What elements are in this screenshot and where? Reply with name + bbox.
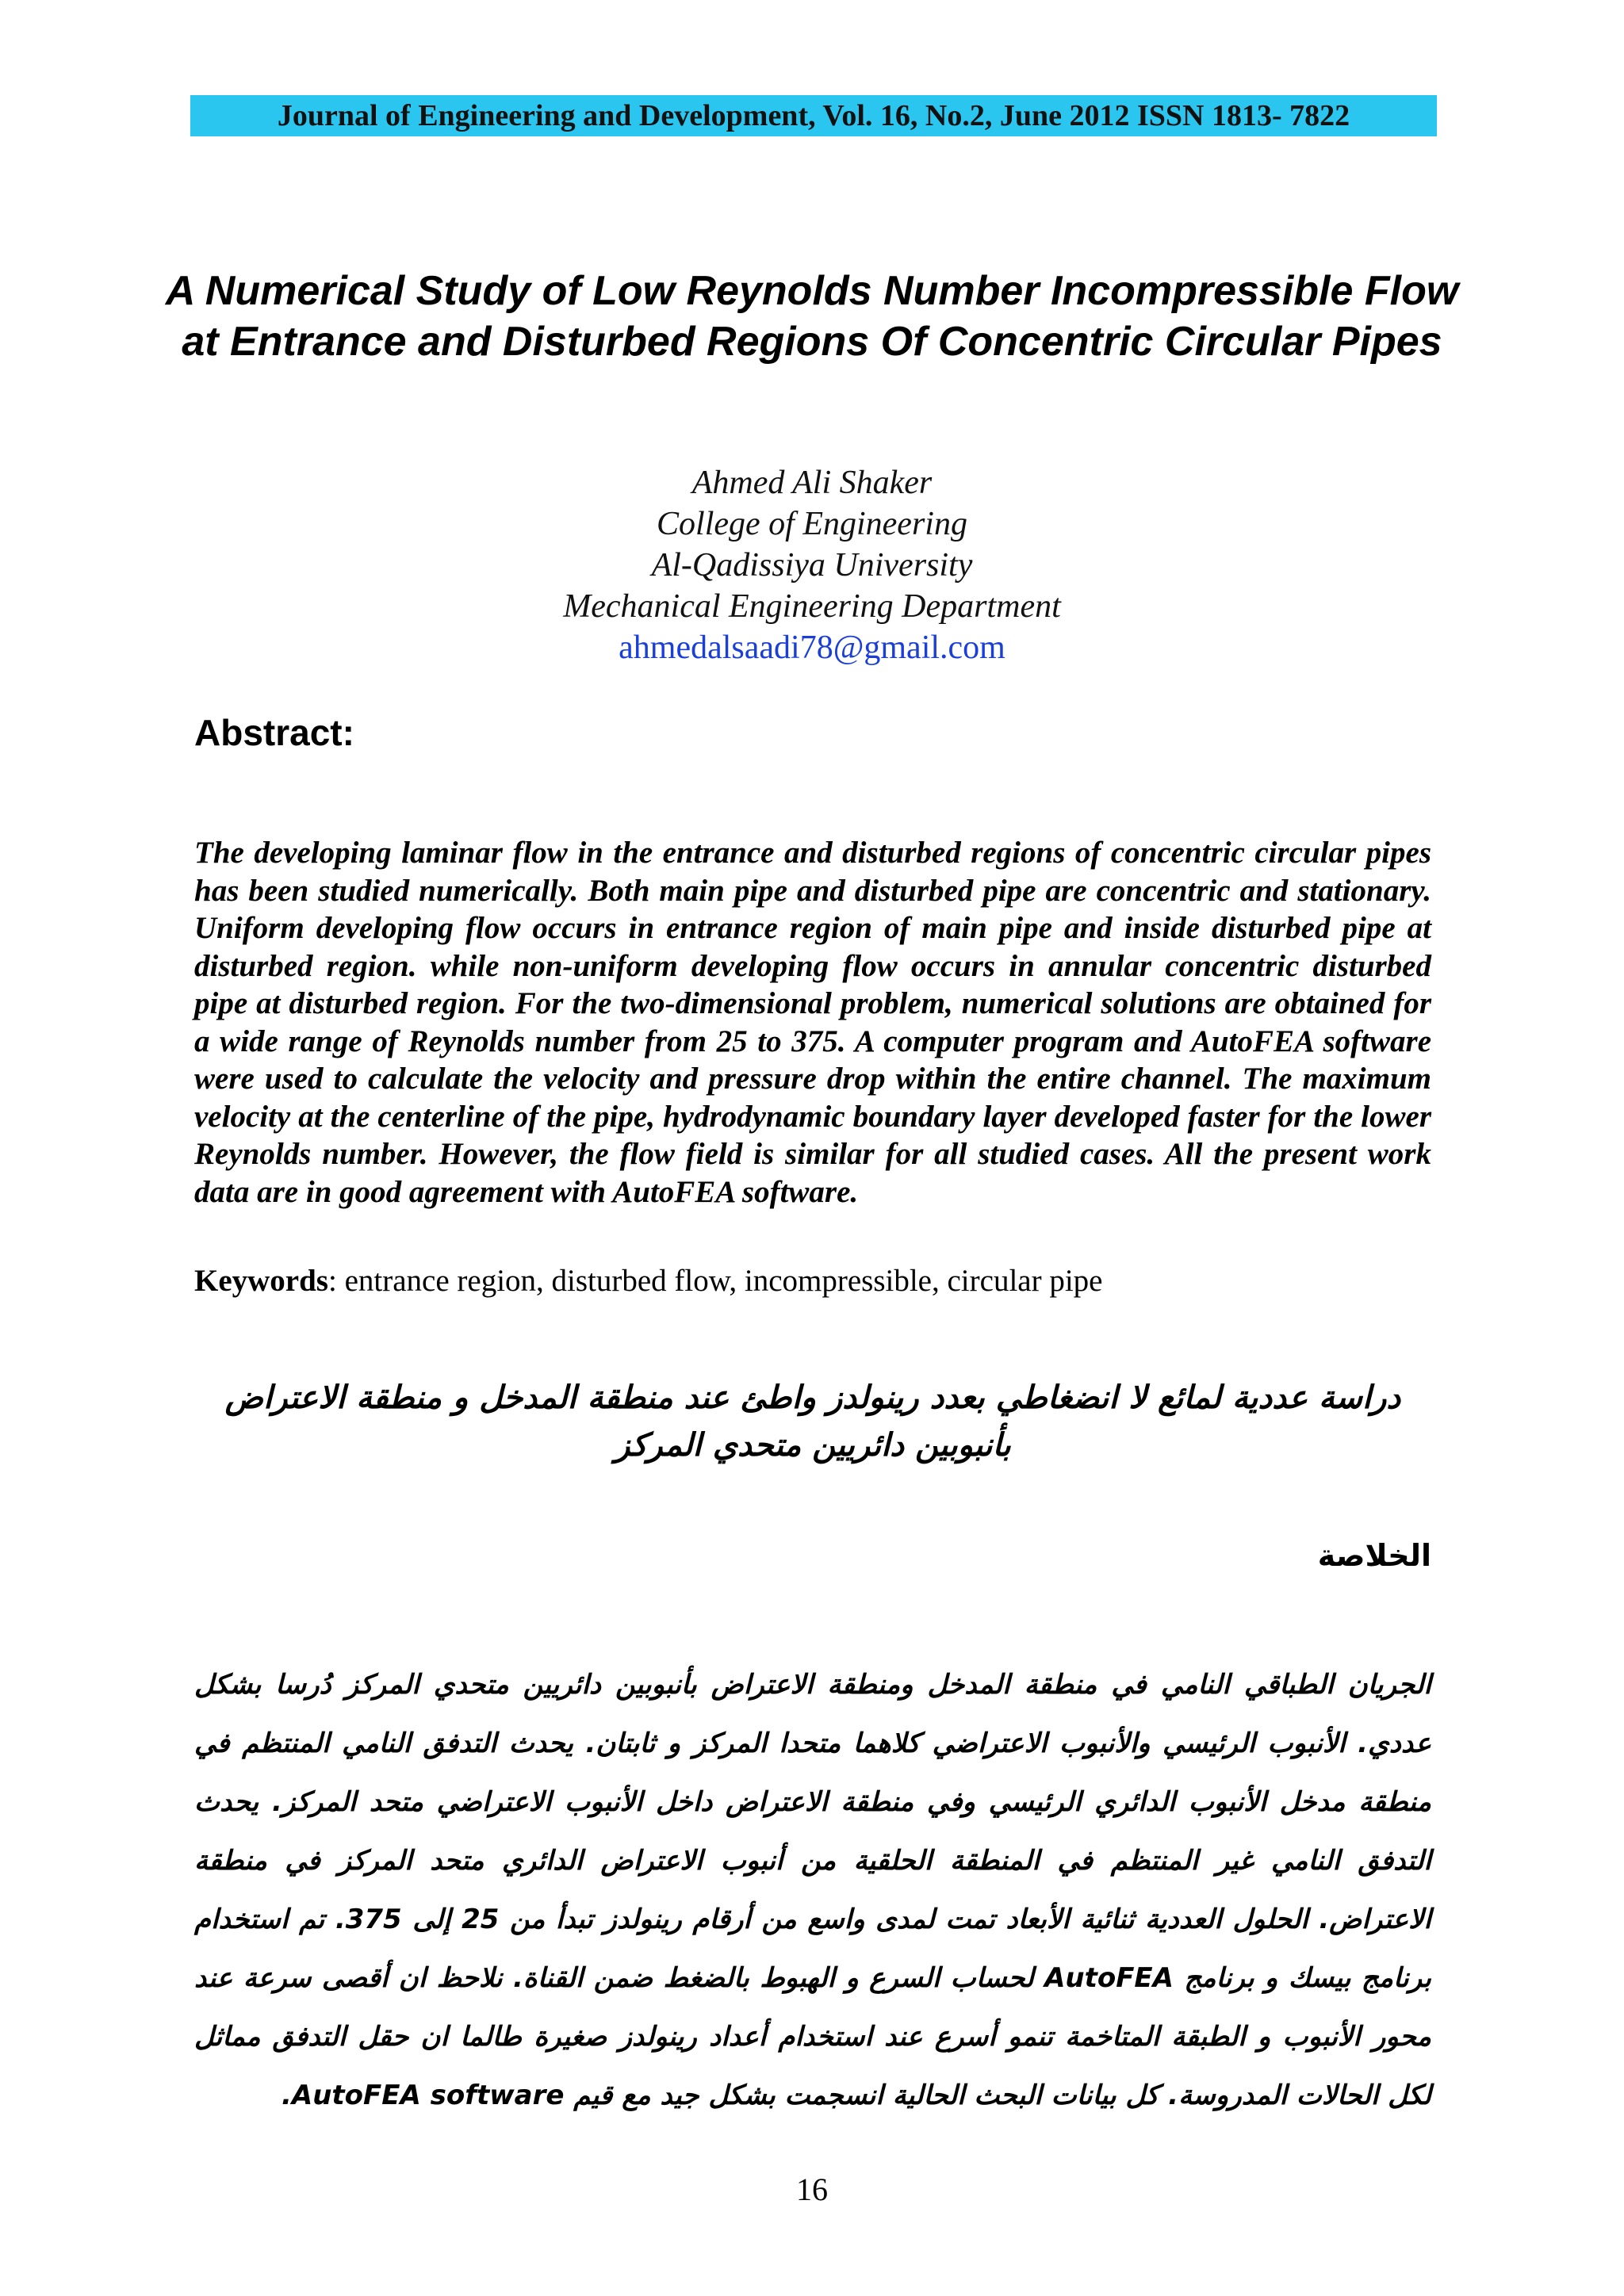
author-university: Al-Qadissiya University bbox=[651, 547, 973, 584]
abstract-heading: Abstract: bbox=[194, 712, 354, 753]
arabic-abstract-body: الجريان الطباقي النامي في منطقة المدخل ومنطقة الاعتراض بأنبوبين دائريين متحدي المركز دُرسا بشكل عددي. الأنبوب الرئيسي والأنبوب الاعتراضي كلاهما متحدا المركز و ثابتان. يحدث التدفق النامي المنتظم في منطقة مدخل الأنبوب الدائري الرئيسي وفي منطقة الاعتراض داخل الأنبوب الاعتراضي متحد المركز. يحدث التدفق النامي غير المنتظم في المنطقة الحلقية من أنبوب الاعتراض الدائري متحد المركز في منطقة الاعتراض. الحلول العددية ثنائية الأبعاد تمت لمدى واسع من أرقام رينولدز تبدأ من 25 إلى 375. تم استخدام برنامج بيسك و برنامج AutoFEA لحساب السرع و الهبوط بالضغط ضمن القناة. نلاحظ ان أقصى سرعة عند محور الأنبوب و الطبقة المتاخمة تنمو أسرع عند استخدام أعداد رينولدز صغيرة طالما ان حقل التدفق مماثل لكل الحالات المدروسة. كل بيانات البحث الحالية انسجمت بشكل جيد مع قيم AutoFEA software. bbox=[194, 1669, 1432, 2111]
keywords-label: Keywords bbox=[194, 1264, 328, 1298]
abstract-body: The developing laminar flow in the entrance and disturbed regions of concentric circular pipes has been studied numerically. Both main pipe and disturbed pipe are concentric and stationary. Uniform developing flow occurs in entrance region of main pipe and inside disturbed pipe at disturbed region. while non-uniform developing flow occurs in annular concentric disturbed pipe at disturbed region. For the two-dimensional problem, numerical solutions are obtained for a wide range of Reynolds number from 25 to 375. A computer program and AutoFEA software were used to calculate the velocity and pressure drop within the entire channel. The maximum velocity at the centerline of the pipe, hydrodynamic boundary layer developed faster for the lower Reynolds number. However, the flow field is similar for all studied cases. All the present work data are in good agreement with AutoFEA software. bbox=[194, 836, 1431, 1209]
journal-header-band bbox=[190, 95, 1437, 136]
page-number: 16 bbox=[796, 2172, 828, 2207]
author-college: College of Engineering bbox=[657, 506, 967, 542]
paper-title: A Numerical Study of Low Reynolds Number Incompressible Flow at Entrance and Disturbed Regions Of Concentric Circular Pipes bbox=[165, 268, 1459, 365]
arabic-title: دراسة عددية لمائع لا انضغاطي بعدد رينولدز واطئ عند منطقة المدخل و منطقة الاعتراض بأنبوبين دائريين متحدي المركز bbox=[224, 1380, 1401, 1464]
keywords-text: : entrance region, disturbed flow, incompressible, circular pipe bbox=[328, 1264, 1103, 1298]
journal-header-text: Journal of Engineering and Development, Vol. 16, No.2, June 2012 ISSN 1813- 7822 bbox=[277, 99, 1350, 132]
author-email-link[interactable]: ahmedalsaadi78@gmail.com bbox=[619, 629, 1005, 666]
keywords-line bbox=[194, 1262, 1431, 1300]
arabic-abstract-heading: الخلاصة bbox=[1317, 1538, 1431, 1573]
author-name: Ahmed Ali Shaker bbox=[691, 465, 933, 501]
author-department: Mechanical Engineering Department bbox=[563, 588, 1061, 625]
author-block bbox=[317, 462, 1307, 668]
